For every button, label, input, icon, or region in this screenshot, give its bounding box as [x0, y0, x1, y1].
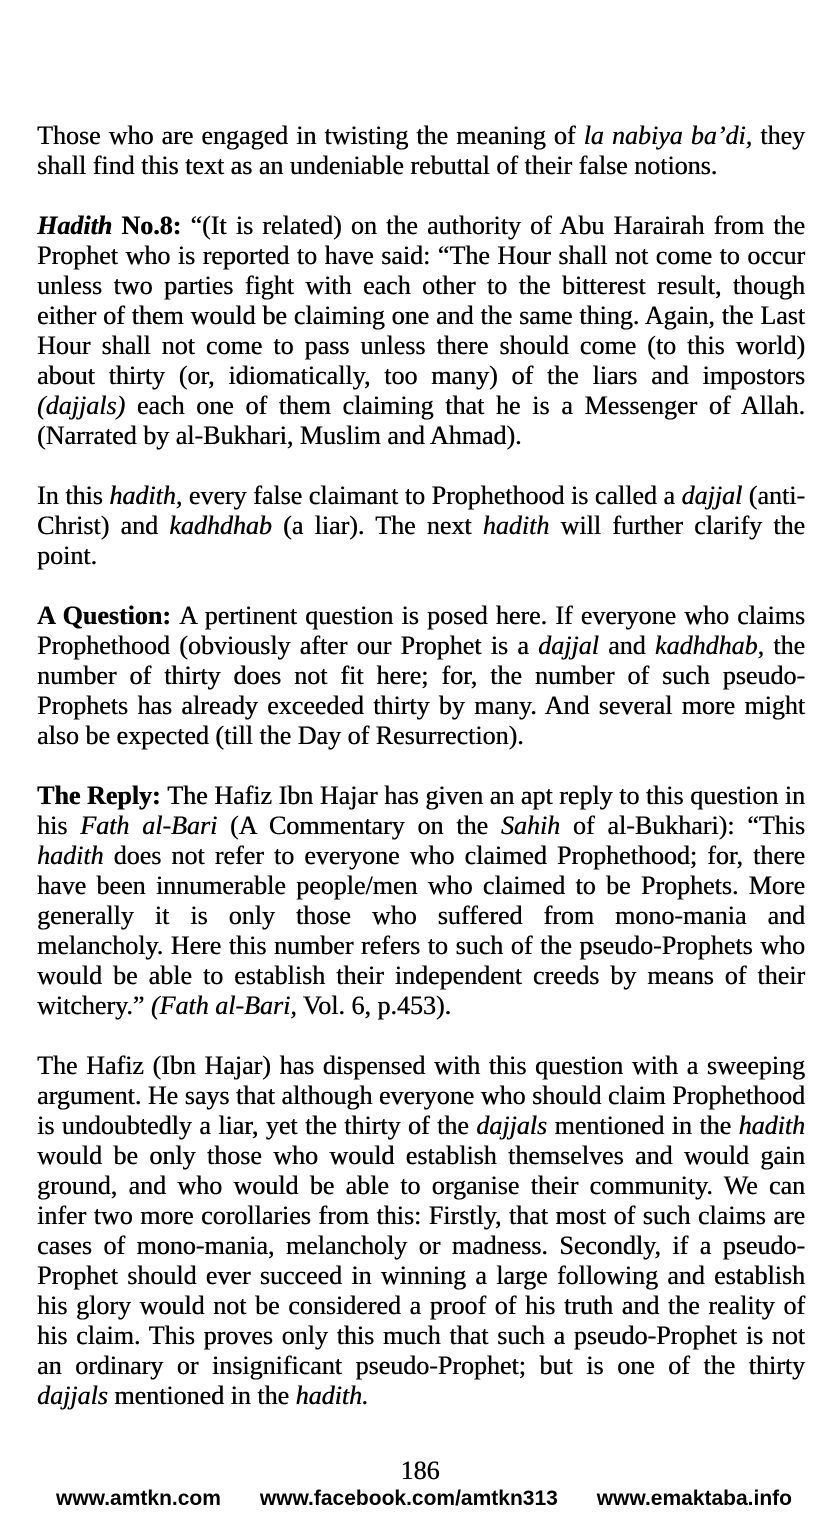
- page-number: 186: [400, 1456, 440, 1485]
- footer: [0, 1486, 840, 1512]
- paragraph-the-reply: The Reply: The Hafiz Ibn Hajar has given an apt reply to this question in his Fath al-Bari (A Commentary on the Sahih of al-Bukhari): “This hadith does not refer to everyone who claimed Prophethood; for, there have been innumerable people/men who claimed to be Prophets. More generally it is only those who suffered from mono-mania and melancholy. Here this number refers to such of the pseudo-Prophets who would be able to establish their independent creeds by means of their witchery.” (Fath al-Bari, Vol. 6, p.453).: [37, 781, 805, 1020]
- paragraph: The Hafiz (Ibn Hajar) has dispensed with this question with a sweeping argument. He says that although everyone who should claim Prophethood is undoubtedly a liar, yet the thirty of the dajjals mentioned in the hadith would be only those who would establish themselves and would gain ground, and who would be able to organise their community. We can infer two more corollaries from this: Firstly, that most of such claims are cases of mono-mania, melancholy or madness. Secondly, if a pseudo-Prophet should ever succeed in winning a large following and establish his glory would not be considered a proof of his truth and the reality of his claim. This proves only this much that such a pseudo-Prophet is not an ordinary or insignificant pseudo-Prophet; but is one of the thirty dajjals mentioned in the hadith.: [37, 1051, 805, 1410]
- paragraph-a-question: A Question: A pertinent question is posed here. If everyone who claims Prophethood (obviously after our Prophet is a dajjal and kadhdhab, the number of thirty does not fit here; for, the number of such pseudo-Prophets has already exceeded thirty by many. And several more might also be expected (till the Day of Resurrection).: [37, 601, 805, 750]
- paragraph: Those who are engaged in twisting the meaning of la nabiya ba’di, they shall find this text as an undeniable rebuttal of their false notions.: [37, 121, 806, 180]
- paragraph: In this hadith, every false claimant to Prophethood is called a dajjal (anti-Christ) and kadhdhab (a liar). The next hadith will further clarify the point.: [37, 481, 806, 570]
- paragraph-hadith-no8: Hadith No.8: “(It is related) on the authority of Abu Harairah from the Prophet who is reported to have said: “The Hour shall not come to occur unless two parties fight with each other to the bitterest result, though either of them would be claiming one and the same thing. Again, the Last Hour shall not come to pass unless there should come (to this world) about thirty (or, idiomatically, too many) of the liars and impostors (dajjals) each one of them claiming that he is a Messenger of Allah. (Narrated by al-Bukhari, Muslim and Ahmad).: [37, 211, 805, 450]
- page-text-block: [37, 121, 805, 1441]
- footer-link-amtkn: www.amtkn.com: [56, 1487, 221, 1510]
- footer-link-emaktaba: www.emaktaba.info: [596, 1487, 792, 1510]
- footer-link-facebook: www.facebook.com/amtkn313: [259, 1487, 558, 1510]
